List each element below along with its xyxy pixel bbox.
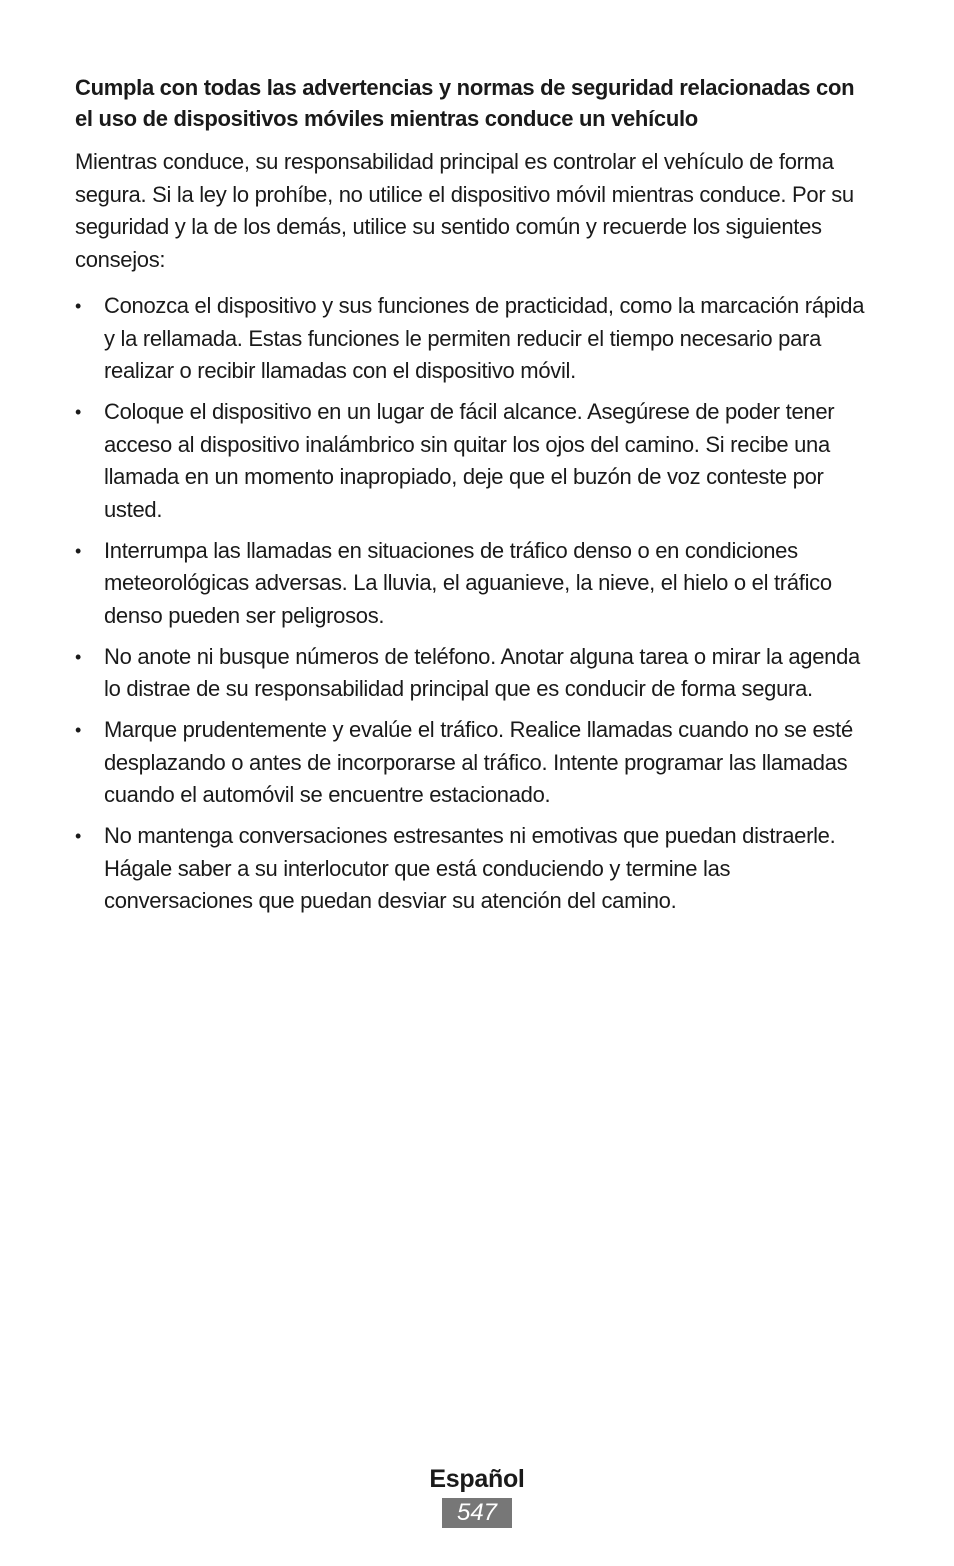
tip-text: No anote ni busque números de teléfono. Anotar alguna tarea o mirar la agenda lo distrae de su responsabilidad principal que es conducir de forma segura. [104,643,860,701]
tip-text: Interrumpa las llamadas en situaciones de tráfico denso o en condiciones meteorológicas adversas. La lluvia, el aguanieve, la nieve, el hielo o el tráfico denso pueden ser peligrosos. [104,537,832,628]
section-heading: Cumpla con todas las advertencias y normas de seguridad relacionadas con el uso de dispositivos móviles mientras conduce un vehículo [75,75,855,131]
list-item [75,535,875,633]
bullet-icon: • [75,646,82,667]
document-body [75,72,875,926]
tip-text: No mantenga conversaciones estresantes ni emotivas que puedan distraerle. Hágale saber a su interlocutor que está conduciendo y termine las conversaciones que puedan desviar su atención del camino. [104,823,836,913]
list-item [75,396,875,526]
language-label: Español [429,1465,525,1493]
list-item [75,714,875,812]
list-item [75,820,875,918]
bullet-icon: • [75,826,82,846]
intro-paragraph: Mientras conduce, su responsabilidad principal es controlar el vehículo de forma segura. Si la ley lo prohíbe, no utilice el dispositivo móvil mientras conduce. Por su seguridad y la de los demás, utilice su sentido común y recuerde los siguientes consejos: [75,149,854,272]
tip-text: Conozca el dispositivo y sus funciones de practicidad, como la marcación rápida y la rellamada. Estas funciones le permiten reducir el tiempo necesario para realizar o recibir llamadas con el dispositivo móvil. [104,293,865,383]
page-footer [0,1462,954,1528]
bullet-icon: • [75,720,82,740]
bullet-icon: • [75,540,82,561]
bullet-icon: • [75,402,82,422]
tip-text: Marque prudentemente y evalúe el tráfico. Realice llamadas cuando no se esté desplazando o antes de incorporarse al tráfico. Intente programar las llamadas cuando el automóvil se encuentre estacionado. [104,717,853,807]
page-number-badge: 547 [442,1498,512,1528]
tips-list [75,290,875,918]
tip-text: Coloque el dispositivo en un lugar de fácil alcance. Asegúrese de poder tener acceso al dispositivo inalámbrico sin quitar los ojos del camino. Si recibe una llamada en un momento inapropiado, deje que el buzón de voz conteste por usted. [104,399,835,522]
bullet-icon: • [75,296,82,316]
list-item [75,641,875,706]
list-item [75,290,875,388]
